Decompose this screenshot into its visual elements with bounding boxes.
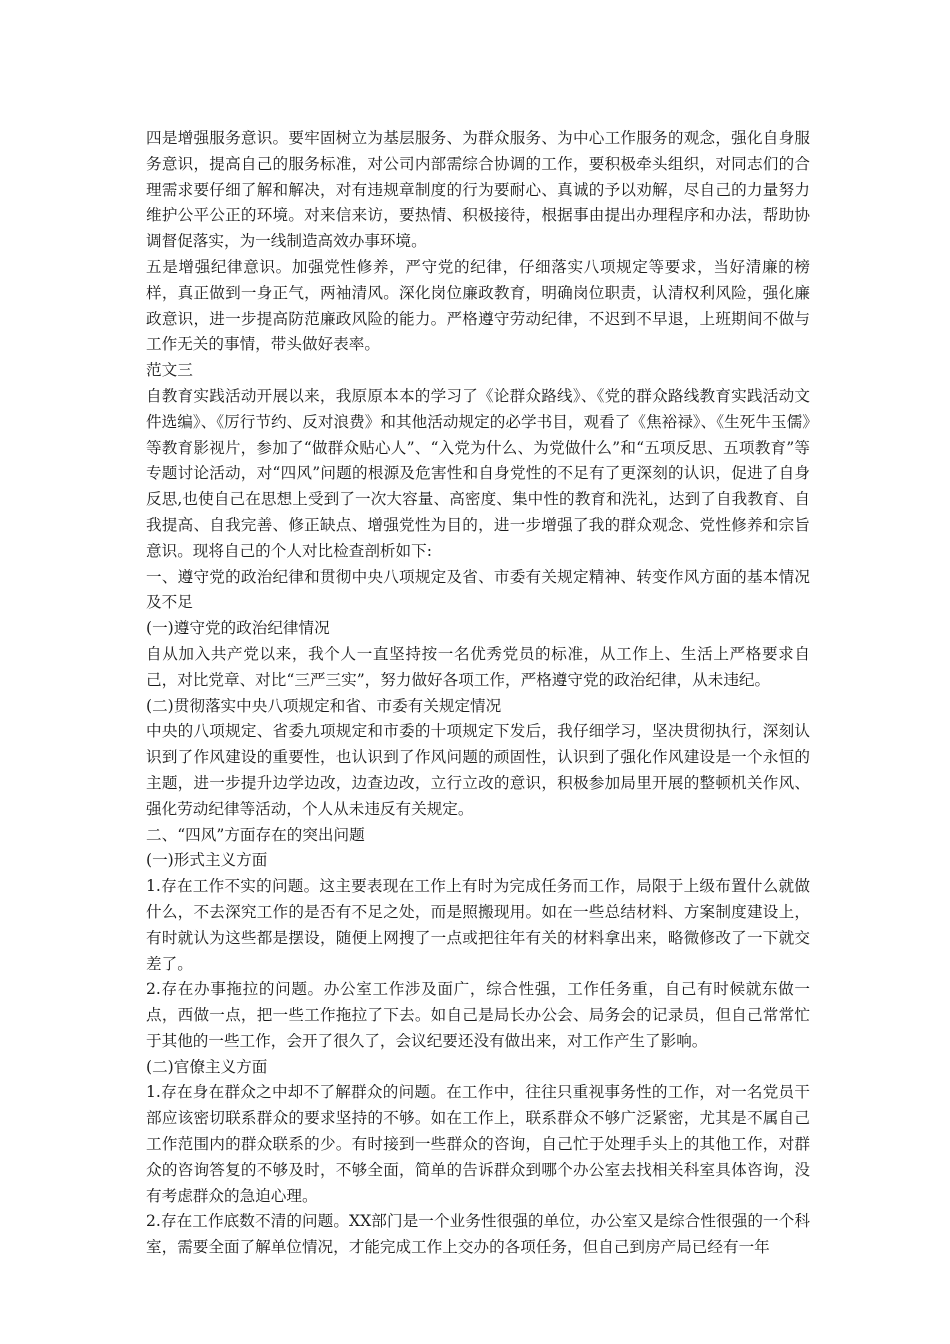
paragraph-political-discipline: 自从加入共产党以来，我个人一直坚持按一名优秀党员的标准，从工作上、生活上严格要求自己，对比党章、对比“三严三实”，努力做好各项工作，严格遵守党的政治纪律，从未违纪。 [146, 644, 810, 689]
subheading-eight-regulations: (二)贯彻落实中央八项规定和省、市委有关规定情况 [146, 696, 502, 715]
paragraph-discipline-awareness: 五是增强纪律意识。加强党性修养，严守党的纪律，仔细落实八项规定等要求，当好清廉的榜样，真正做到一身正气，两袖清风。深化岗位廉政教育，明确岗位职责，认清权利风险，强化廉政意识，进一步提高防范廉政风险的能力。严格遵守劳动纪律，不迟到不早退，上班期间不做与工作无关的事情，带头做好表率。 [146, 257, 810, 354]
subheading-bureaucratism: (二)官僚主义方面 [146, 1057, 268, 1076]
paragraph-eight-regulations: 中央的八项规定、省委九项规定和市委的十项规定下发后，我仔细学习，坚决贯彻执行，深刻认识到了作风建设的重要性，也认识到了作风问题的顽固性，认识到了强化作风建设是一个永恒的主题，进一步提升边学边改，边查边改，立行立改的意识，积极参加局里开展的整顿机关作风、强化劳动纪律等活动，个人从未违反有关规定。 [146, 722, 810, 818]
subheading-formalism: (一)形式主义方面 [146, 851, 268, 870]
paragraph-formalism-item-2: 2.存在办事拖拉的问题。办公室工作涉及面广，综合性强，工作任务重，自己有时候就东做一点，西做一点，把一些工作拖拉了下去。如自己是局长办公会、局务会的记录员，但自己常常忙于其他的一些工作，会开了很久了，会议纪要还没有做出来，对工作产生了影响。 [146, 980, 810, 1050]
paragraph-formalism-item-1: 1.存在工作不实的问题。这主要表现在工作上有时为完成任务而工作，局限于上级布置什么就做什么，不去深究工作的是否有不足之处，而是照搬现用。如在一些总结材料、方案制度建设上，有时就认为这些都是摆设，随便上网搜了一点或把往年有关的材料拿出来，略微修改了一下就交差了。 [146, 877, 810, 973]
subheading-political-discipline: (一)遵守党的政治纪律情况 [146, 619, 330, 638]
heading-part-two: 二、“四风”方面存在的突出问题 [146, 825, 365, 844]
document-body [146, 126, 810, 1261]
heading-part-one: 一、遵守党的政治纪律和贯彻中央八项规定及省、市委有关规定精神、转变作风方面的基本情况及不足 [146, 567, 810, 612]
paragraph-bureaucratism-item-1: 1.存在身在群众之中却不了解群众的问题。在工作中，往往只重视事务性的工作，对一名党员干部应该密切联系群众的要求坚持的不够。如在工作上，联系群众不够广泛紧密，尤其是不属自己工作范围内的群众联系的少。有时接到一些群众的咨询，自己忙于处理手头上的其他工作，对群众的咨询答复的不够及时，不够全面，简单的告诉群众到哪个办公室去找相关科室具体咨询，没有考虑群众的急迫心理。 [146, 1083, 810, 1205]
paragraph-service-awareness: 四是增强服务意识。要牢固树立为基层服务、为群众服务、为中心工作服务的观念，强化自身服务意识，提高自己的服务标准，对公司内部需综合协调的工作，要积极牵头组织，对同志们的合理需求要仔细了解和解决，对有违规章制度的行为要耐心、真诚的予以劝解，尽自己的力量努力维护公平公正的环境。对来信来访，要热情、积极接待，根据事由提出办理程序和办法，帮助协调督促落实，为一线制造高效办事环境。 [146, 129, 810, 251]
paragraph-bureaucratism-item-2: 2.存在工作底数不清的问题。XX部门是一个业务性很强的单位，办公室又是综合性很强的一个科室，需要全面了解单位情况，才能完成工作上交办的各项任务，但自己到房产局已经有一年 [146, 1212, 810, 1257]
section-heading-sample-three: 范文三 [146, 361, 193, 380]
paragraph-intro: 自教育实践活动开展以来，我原原本本的学习了《论群众路线》、《党的群众路线教育实践活动文件选编》、《厉行节约、反对浪费》和其他活动规定的必学书目，观看了《焦裕禄》、《生死牛玉儒》等教育影视片，参加了“做群众贴心人”、“入党为什么、为党做什么”和“五项反思、五项教育”等专题讨论活动，对“四风”问题的根源及危害性和自身党性的不足有了更深刻的认识，促进了自身反思,也使自己在思想上受到了一次大容量、高密度、集中性的教育和洗礼，达到了自我教育、自我提高、自我完善、修正缺点、增强党性为目的，进一步增强了我的群众观念、党性修养和宗旨意识。现将自己的个人对比检查剖析如下: [146, 386, 810, 560]
